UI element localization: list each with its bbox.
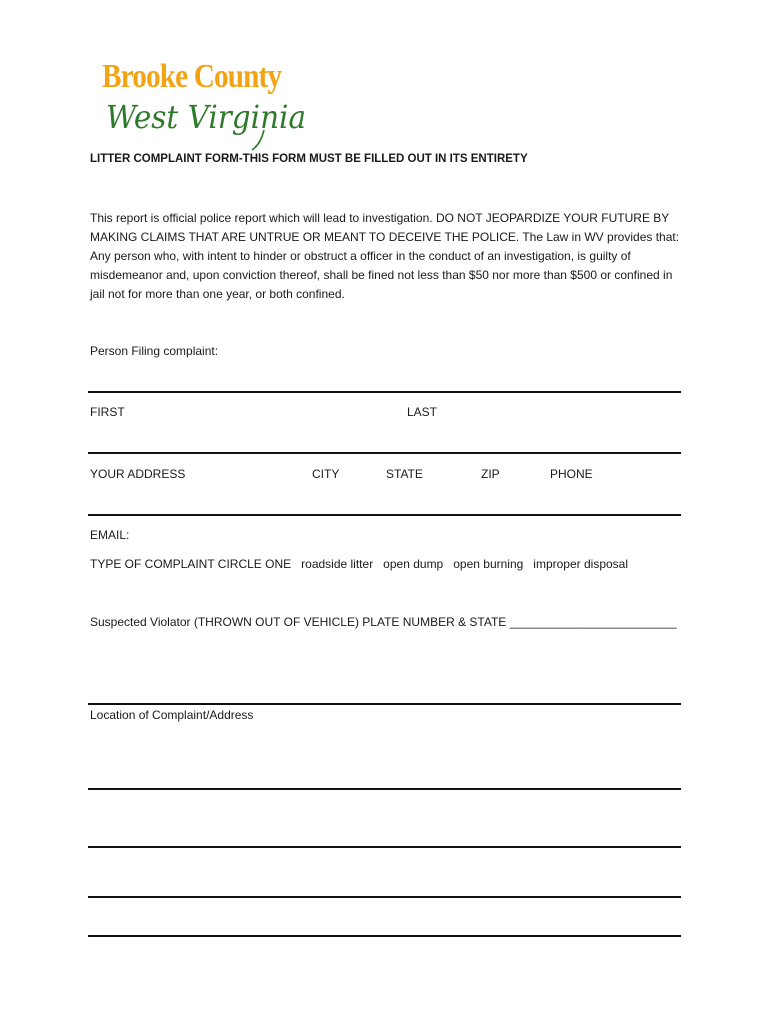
form-heading: LITTER COMPLAINT FORM-THIS FORM MUST BE FILLED OUT IN ITS ENTIRETY — [90, 153, 528, 165]
logo-county-name: Brooke County — [102, 58, 282, 95]
complaint-type-label: TYPE OF COMPLAINT CIRCLE ONE roadside litter open dump open burning improper disposal — [90, 557, 629, 571]
location-line[interactable] — [88, 703, 681, 705]
address-line[interactable] — [88, 452, 681, 454]
logo-swash-icon — [250, 130, 270, 152]
contact-line[interactable] — [88, 514, 681, 516]
brooke-county-logo — [100, 58, 310, 150]
location-entry-line-3[interactable] — [88, 896, 681, 898]
location-entry-line-1[interactable] — [88, 788, 681, 790]
city-label: CITY — [312, 467, 340, 481]
name-line[interactable] — [88, 391, 681, 393]
location-label: Location of Complaint/Address — [90, 708, 254, 722]
last-name-label: LAST — [407, 405, 438, 419]
first-name-label: FIRST — [90, 405, 125, 419]
address-label: YOUR ADDRESS — [90, 467, 186, 481]
zip-label: ZIP — [481, 467, 500, 481]
email-label: EMAIL: — [90, 528, 130, 542]
suspected-violator-label: Suspected Violator (THROWN OUT OF VEHICLE) PLATE NUMBER & STATE _________________________ — [90, 615, 677, 629]
location-entry-line-2[interactable] — [88, 846, 681, 848]
state-label: STATE — [386, 467, 423, 481]
phone-label: PHONE — [550, 467, 593, 481]
person-filing-label: Person Filing complaint: — [90, 344, 219, 358]
logo-state-name: West Virginia — [106, 98, 306, 136]
location-entry-line-4[interactable] — [88, 935, 681, 937]
legal-disclaimer: This report is official police report which will lead to investigation. DO NOT JEOPARDIZE YOUR FUTURE BY MAKING CLAIMS THAT ARE UNTRUE OR MEANT TO DECEIVE THE POLICE. The Law in WV provides that: Any person who, with intent to hinder or obstruct a officer in the conduct of an investigation, is guilty of misdemeanor and, upon conviction thereof, shall be fined not less than $50 nor more than $500 or confined in jail not for more than one year, or both confined. — [90, 211, 680, 301]
